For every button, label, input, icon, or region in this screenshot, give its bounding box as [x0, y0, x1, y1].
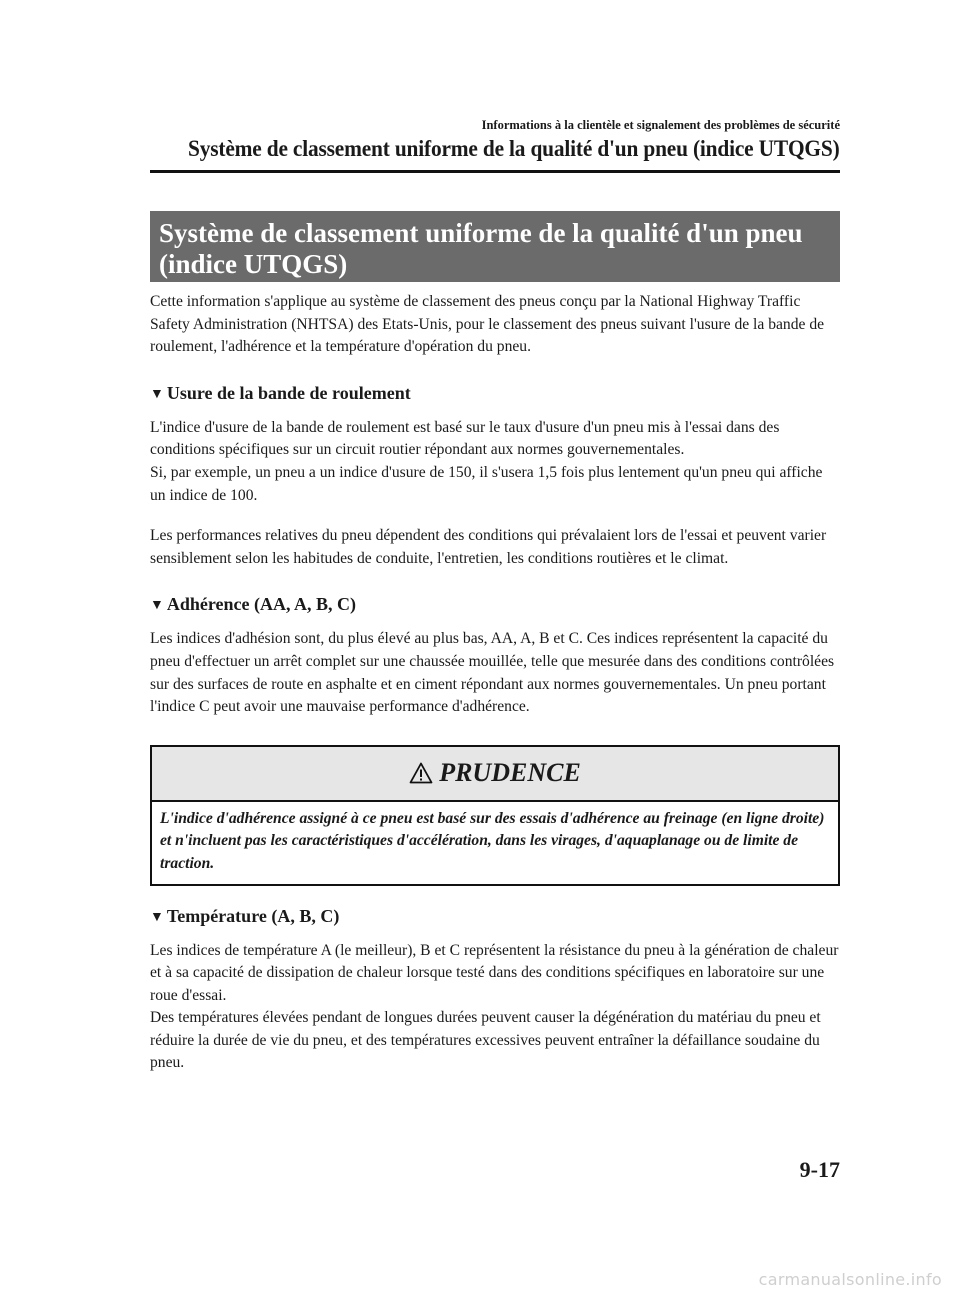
section-title — [159, 218, 830, 280]
section-title-banner — [150, 211, 840, 282]
intro-paragraph: Cette information s'applique au système de classement des pneus conçu par la National Highway Traffic Safety Administration (NHTSA) des Etats-Unis, pour le classement des pneus suivant l'usure de la bande de roulement, l'adhérence et la température d'opération du pneu. — [150, 293, 825, 356]
treadwear-heading-text: Usure de la bande de roulement — [166, 382, 411, 403]
section-title-line1: Système de classement uniforme de la qualité d'un pneu — [159, 218, 803, 248]
treadwear-paragraph-2: Si, par exemple, un pneu a un indice d'usure de 150, il s'usera 1,5 fois plus lentement qu'un pneu qui affiche un indice de 100. — [150, 463, 823, 504]
triangle-marker-icon: ▼ — [150, 386, 164, 402]
running-header-chapter: Informations à la clientèle et signalement des problèmes de sécurité — [481, 118, 840, 132]
section-title-line2: (indice UTQGS) — [159, 249, 348, 279]
triangle-marker-icon: ▼ — [150, 909, 164, 925]
caution-box — [150, 745, 840, 886]
page-number: 9-17 — [799, 1157, 840, 1182]
header-rule — [150, 170, 840, 173]
treadwear-paragraph-3: Les performances relatives du pneu dépendent des conditions qui prévalaient lors de l'essai et peuvent varier sensiblement selon les habitudes de conduite, l'entretien, les conditions routières et le climat. — [150, 527, 827, 567]
temperature-heading-text: Température (A, B, C) — [166, 905, 340, 926]
traction-heading-text: Adhérence (AA, A, B, C) — [166, 594, 357, 615]
caution-header — [152, 747, 838, 802]
warning-triangle-icon — [409, 762, 433, 784]
temperature-paragraph-1: Les indices de température A (le meilleur), B et C représentent la résistance du pneu à la génération de chaleur et à sa capacité de dissipation de chaleur lorsque testé dans des conditions spécifiques en laboratoire sur une roue d'essai. — [150, 941, 839, 1004]
section-content — [150, 291, 840, 1075]
running-header-title: Système de classement uniforme de la qualité d'un pneu (indice UTQGS) — [188, 136, 840, 161]
site-watermark: carmanualsonline.info — [758, 1270, 942, 1289]
treadwear-paragraph-1: L'indice d'usure de la bande de roulement est basé sur le taux d'usure d'un pneu mis à l'essai dans des conditions spécifiques sur un circuit routier répondant aux normes gouvernementales. — [150, 418, 780, 459]
treadwear-heading — [150, 381, 840, 408]
temperature-heading — [150, 904, 840, 931]
traction-paragraph: Les indices d'adhésion sont, du plus élevé au plus bas, AA, A, B et C. Ces indices représentent la capacité du pneu d'effectuer un arrêt complet sur une chaussée mouillée, telle que mesurée dans des conditions contrôlées sur des surfaces de route en asphalte et en ciment répondant aux normes gouvernementales. Un pneu portant l'indice C peut avoir une mauvaise performance d'adhérence. — [150, 630, 835, 716]
caution-text: L'indice d'adhérence assigné à ce pneu est basé sur des essais d'adhérence au freinage (en ligne droite) et n'incluent pas les caractéristiques d'accélération, dans les virages, d'aquaplanage ou de limite de traction. — [160, 809, 825, 872]
triangle-marker-icon: ▼ — [150, 598, 164, 614]
caution-title: PRUDENCE — [439, 757, 581, 787]
traction-heading — [150, 592, 840, 619]
temperature-paragraph-2: Des températures élevées pendant de longues durées peuvent causer la dégénération du matériau du pneu et réduire la durée de vie du pneu, et des températures excessives peuvent entraîner la défaillance soudaine du pneu. — [150, 1009, 821, 1072]
